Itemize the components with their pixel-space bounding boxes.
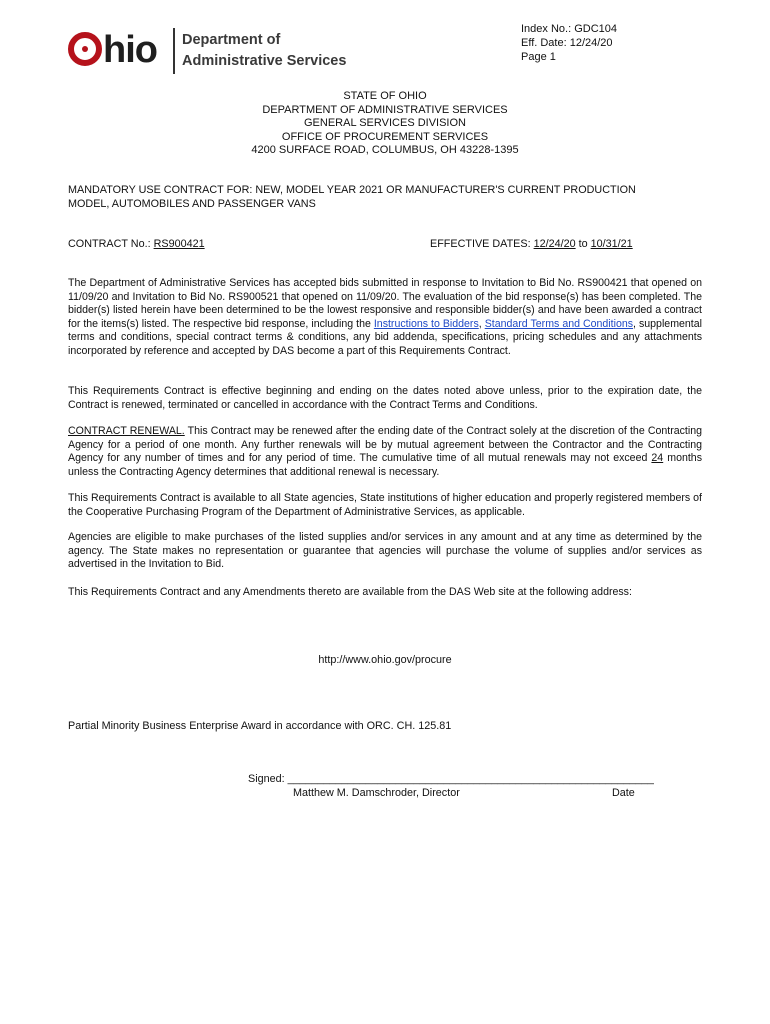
award-text-c: , supplemental terms and conditions, special contract terms & conditions, any bid addenda, specifications, pricing schedules and any attachments incorporated by reference and accepted by DAS become a part of this Requirements Contract. bbox=[68, 317, 702, 357]
signature-line bbox=[248, 773, 654, 787]
contract-number-label: CONTRACT No.: bbox=[68, 238, 154, 250]
logo-dept-line2: Administrative Services bbox=[182, 53, 347, 69]
date-label: Date bbox=[612, 787, 635, 799]
effective-end-date: 10/31/21 bbox=[590, 238, 633, 250]
renewal-months: 24 bbox=[651, 452, 664, 464]
ohio-logo-mark: hio bbox=[68, 28, 157, 72]
renewal-heading: CONTRACT RENEWAL. bbox=[68, 425, 185, 437]
logo-divider bbox=[173, 28, 175, 74]
logo-dept-line1: Department of bbox=[182, 32, 281, 48]
effective-dates-line bbox=[430, 238, 633, 252]
availability-paragraph: This Requirements Contract is available to all State agencies, State institutions of higher education and properly registered members of the Cooperative Purchasing Program of the Department of Administrative Services, as applicable. bbox=[68, 492, 702, 518]
ohio-das-logo bbox=[68, 26, 358, 78]
signature-underline: _____________________________________________________________ bbox=[287, 773, 654, 785]
mandatory-line-1: MANDATORY USE CONTRACT FOR: NEW, MODEL YEAR 2021 OR MANUFACTURER'S CURRENT PRODUCTION bbox=[68, 184, 636, 196]
page-number: Page 1 bbox=[521, 51, 556, 63]
contract-number-line bbox=[68, 238, 205, 252]
mandatory-line-2: MODEL, AUTOMOBILES AND PASSENGER VANS bbox=[68, 197, 316, 210]
minority-award-note: Partial Minority Business Enterprise Award in accordance with ORC. CH. 125.81 bbox=[68, 720, 452, 732]
award-paragraph bbox=[68, 277, 702, 358]
director-name: Matthew M. Damschroder, Director bbox=[293, 787, 460, 799]
award-text-a: The Department of Administrative Services has accepted bids submitted in response to Invitation to Bid No. RS900421 that opened on 11/09/20 and Invitation to Bid No. RS900521 that opened on 11/09/20. The evaluation of the bid response(s) has been completed. The bidder(s) listed herein have been determined to be the lowest responsive and responsible bidder(s) and have been awarded a contract for the items(s) listed. The respective bid response, including the bbox=[68, 277, 702, 330]
renewal-paragraph bbox=[68, 425, 702, 479]
effective-date: Eff. Date: 12/24/20 bbox=[521, 37, 613, 49]
agency-heading bbox=[0, 90, 770, 158]
signed-label: Signed: bbox=[248, 773, 288, 785]
heading-state: STATE OF OHIO bbox=[343, 90, 427, 102]
effective-start-date: 12/24/20 bbox=[533, 238, 576, 250]
standard-terms-link[interactable]: Standard Terms and Conditions bbox=[484, 317, 634, 330]
award-text-b: , bbox=[478, 317, 485, 330]
website-paragraph: This Requirements Contract and any Amendments thereto are available from the DAS Web site at the following address: bbox=[68, 586, 632, 598]
effective-dates-label: EFFECTIVE DATES: bbox=[430, 238, 534, 250]
instructions-to-bidders-link[interactable]: Instructions to Bidders bbox=[373, 317, 479, 330]
heading-address: 4200 SURFACE ROAD, COLUMBUS, OH 43228-1395 bbox=[251, 144, 519, 156]
eligibility-paragraph: Agencies are eligible to make purchases of the listed supplies and/or services in any amount and at any time as determined by the agency. The State makes no representation or guarantee that agencies will purchase the volume of supplies and/or services as advertised in the Invitation to Bid. bbox=[68, 531, 702, 570]
heading-office: OFFICE OF PROCUREMENT SERVICES bbox=[281, 130, 489, 143]
document-index-block bbox=[521, 22, 617, 64]
index-number: Index No.: GDC104 bbox=[521, 23, 617, 35]
logo-department-name bbox=[182, 30, 346, 72]
renewal-text-b: months unless the Contracting Agency determines that additional renewal is necessary. bbox=[68, 452, 702, 478]
mandatory-use-title bbox=[68, 184, 636, 211]
effective-paragraph: This Requirements Contract is effective beginning and ending on the dates noted above unless, prior to the expiration date, the Contract is renewed, terminated or cancelled in accordance with the Contract Terms and Conditions. bbox=[68, 385, 702, 411]
procurement-url[interactable]: http://www.ohio.gov/procure bbox=[318, 654, 452, 666]
contract-number: RS900421 bbox=[153, 238, 205, 250]
heading-division: GENERAL SERVICES DIVISION bbox=[304, 117, 466, 129]
heading-department: DEPARTMENT OF ADMINISTRATIVE SERVICES bbox=[262, 103, 508, 116]
renewal-text-a: This Contract may be renewed after the ending date of the Contract solely at the discretion of the Contracting Agency for a period of one month. Any further renewals will be by mutual agreement between the Contractor and the Contracting Agency for any number of times and for any period of time. The cumulative time of all mutual renewals may not exceed bbox=[68, 425, 703, 464]
ohio-o-icon bbox=[68, 32, 102, 66]
effective-dates-separator: to bbox=[575, 238, 591, 250]
